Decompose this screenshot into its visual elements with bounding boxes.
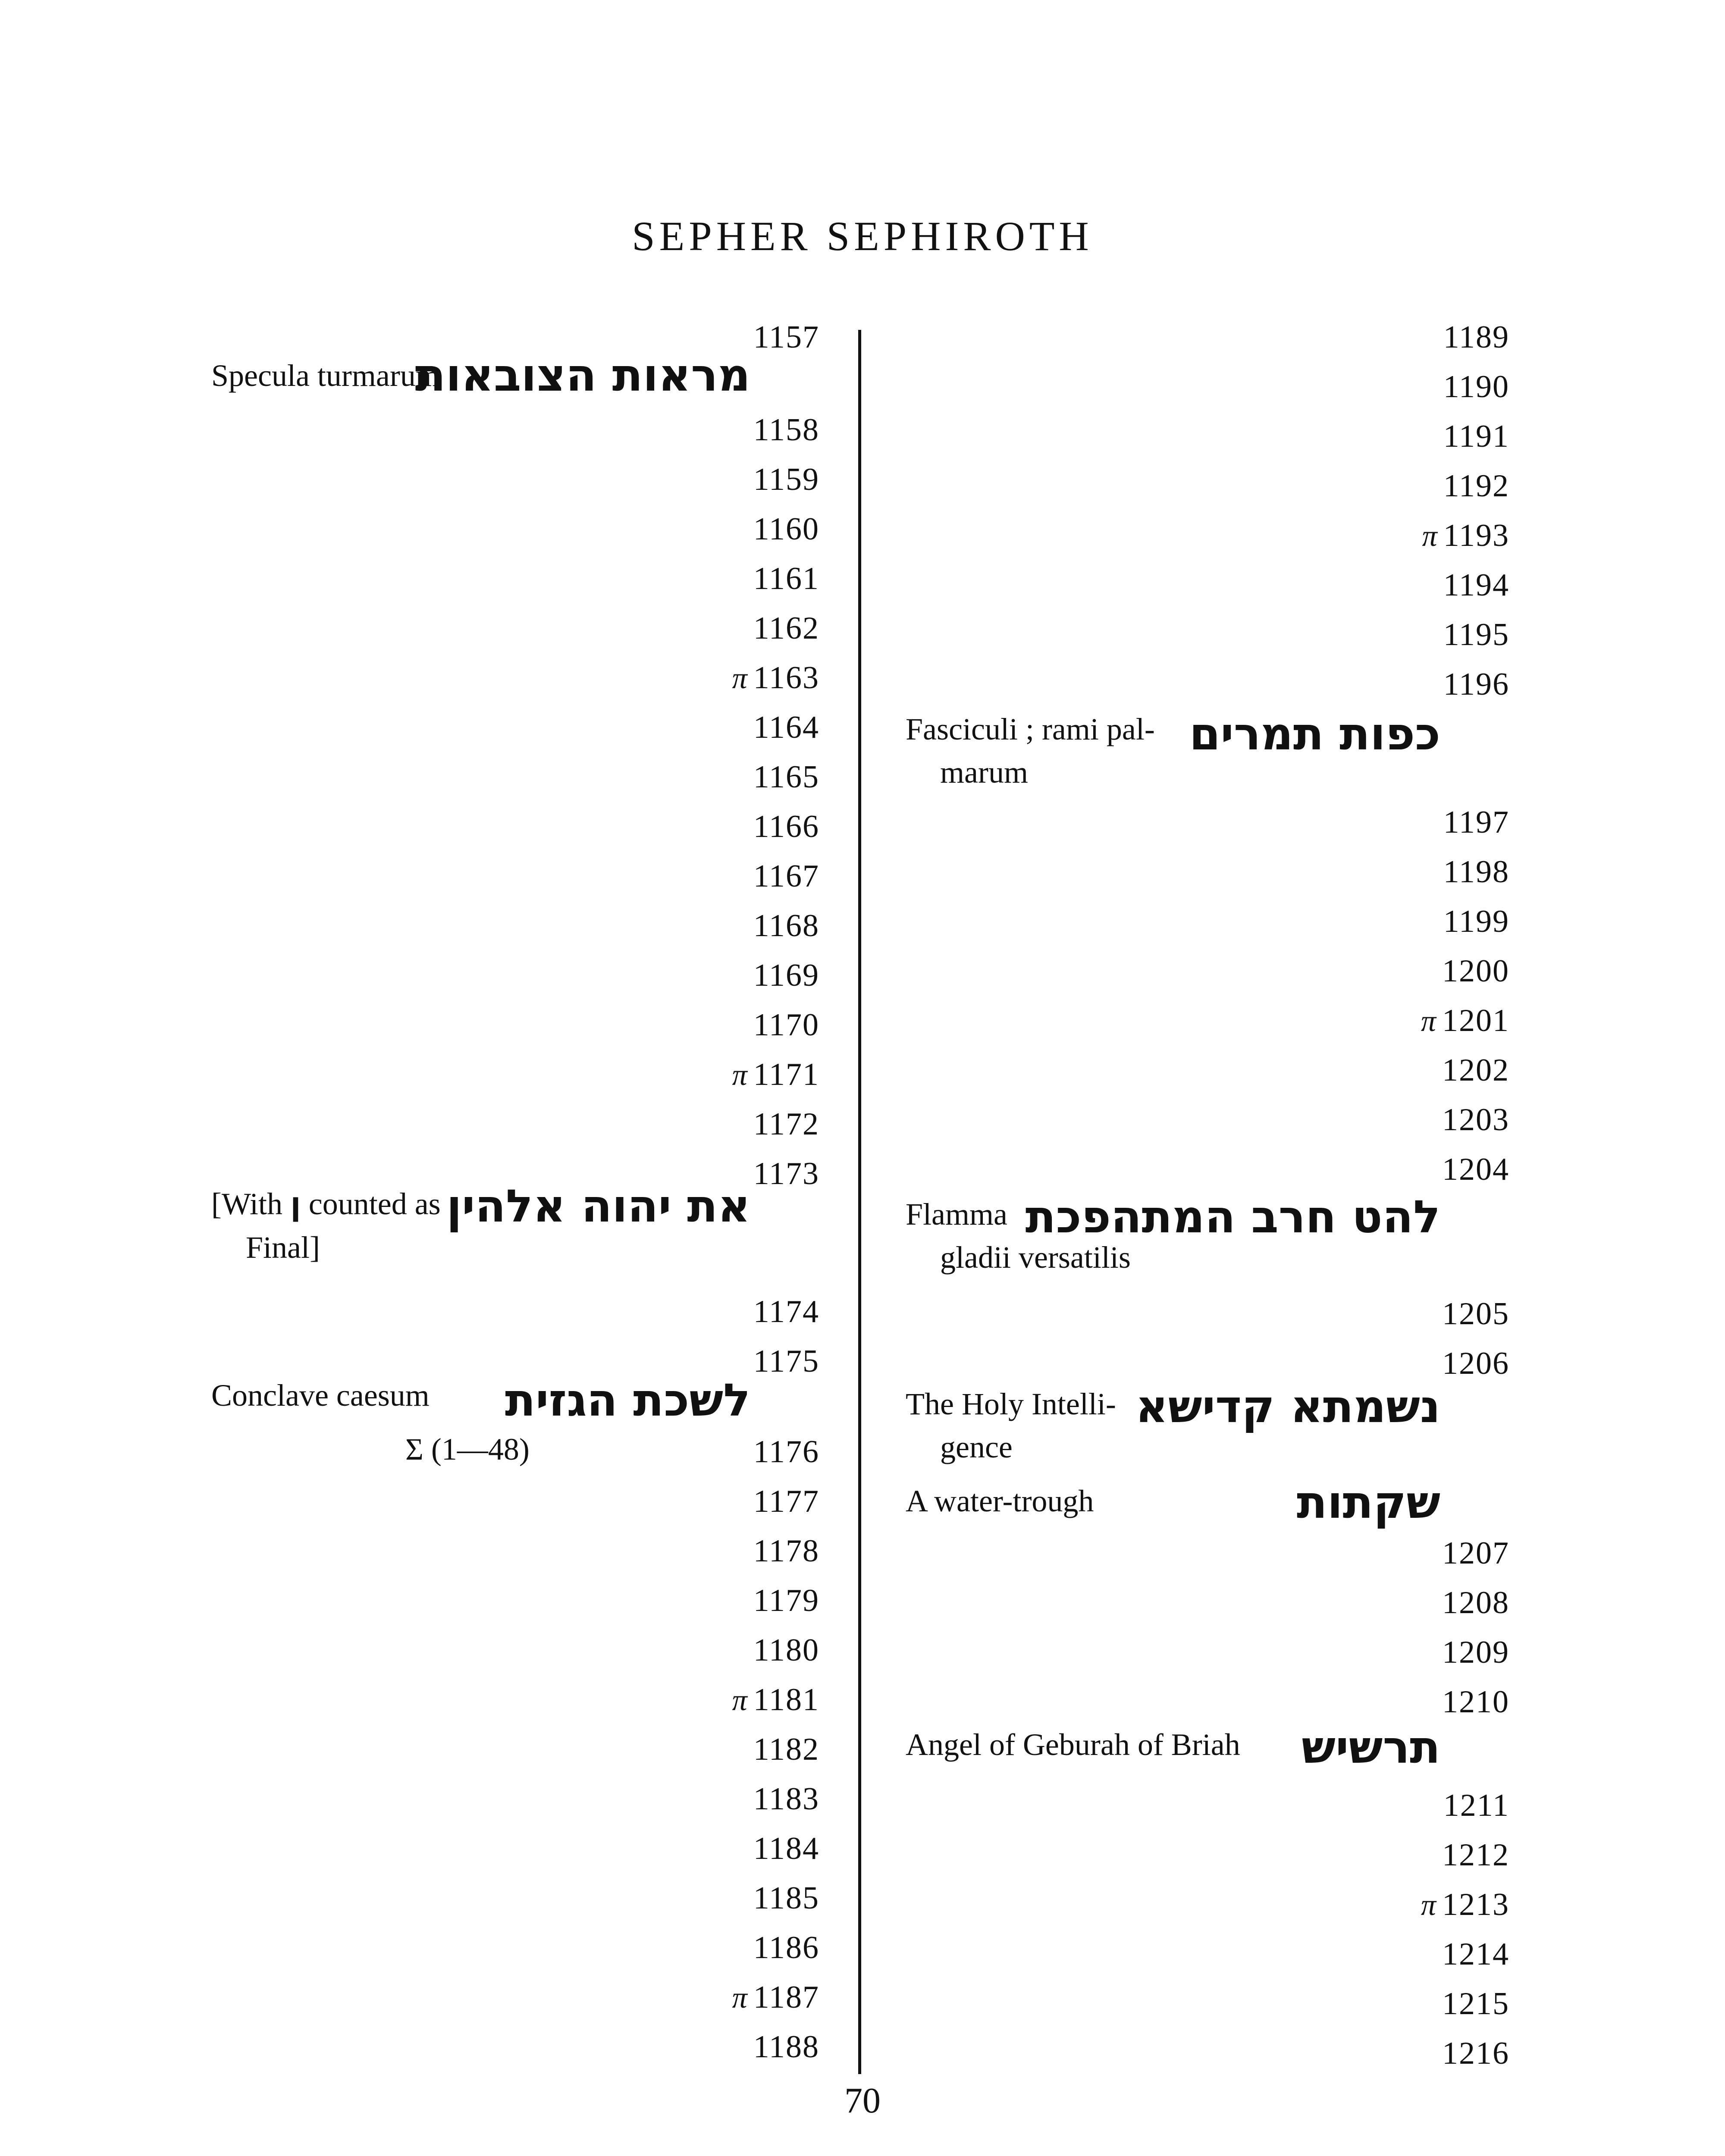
entry-number: 1161 [753, 561, 819, 596]
entry-number: 1177 [753, 1484, 819, 1519]
entry-number: 1168 [753, 908, 819, 943]
entry-translation: Fasciculi ; rami pal- [906, 712, 1155, 746]
entry-number: 1215 [1442, 1986, 1509, 2021]
entry-translation: [With ן counted as [211, 1185, 441, 1222]
entry-number: 1164 [753, 710, 819, 745]
entry-number: 1194 [1443, 567, 1509, 603]
entry-number: 1207 [1442, 1536, 1509, 1571]
page-number: 70 [844, 2081, 881, 2121]
entry-number: 1178 [753, 1533, 819, 1569]
entry-translation: gladii versatilis [940, 1240, 1131, 1275]
pi-marker: π [1421, 1005, 1437, 1038]
entry-number: 1162 [753, 611, 819, 646]
entry-number: 1205 [1442, 1296, 1509, 1332]
entry-number: π 1201 [1421, 1003, 1509, 1038]
column-divider [858, 330, 861, 2074]
entry-number: 1185 [753, 1880, 819, 1916]
entry-number: 1188 [753, 2029, 819, 2065]
entry-number: 1196 [1443, 667, 1509, 702]
entry-number: 1169 [753, 958, 819, 993]
entry-number: 1157 [753, 320, 819, 355]
entry-number: 1184 [753, 1831, 819, 1866]
page-title: SEPHER SEPHIROTH [632, 213, 1093, 259]
entry-translation: Specula turmarum [211, 358, 440, 393]
sum-formula: Σ (1—48) [405, 1432, 530, 1467]
entry-number: 1175 [753, 1344, 819, 1379]
entry-number: 1191 [1443, 419, 1509, 454]
pi-marker: π [732, 662, 748, 695]
entry-number: 1206 [1442, 1346, 1509, 1381]
entry-number: 1172 [753, 1106, 819, 1142]
entry-translation: The Holy Intelli- [906, 1387, 1116, 1421]
entry-number: 1204 [1442, 1152, 1509, 1187]
entry-number: 1165 [753, 759, 819, 795]
entry-number: 1176 [753, 1434, 819, 1470]
entry-hebrew: לשכת הגזית [505, 1374, 750, 1426]
entry-number: 1199 [1443, 904, 1509, 939]
pi-marker: π [732, 1981, 748, 2015]
pi-marker: π [732, 1684, 748, 1717]
entry-number: 1195 [1443, 617, 1509, 652]
entry-translation: marum [940, 755, 1028, 790]
entry-number: 1216 [1442, 2036, 1509, 2071]
entry-number: 1166 [753, 809, 819, 844]
entry-number: 1197 [1443, 805, 1509, 840]
entry-number: 1192 [1443, 468, 1509, 504]
entry-number: 1200 [1442, 953, 1509, 989]
entry-number: 1179 [753, 1583, 819, 1618]
entry-number: 1208 [1442, 1585, 1509, 1620]
entry-translation: Angel of Geburah of Briah [906, 1727, 1240, 1762]
entry-number: π 1181 [732, 1682, 819, 1717]
entry-number: 1167 [753, 859, 819, 894]
entry-translation: Flamma [906, 1197, 1007, 1232]
entry-translation: Conclave caesum [211, 1378, 430, 1413]
entry-number: 1214 [1442, 1937, 1509, 1972]
entry-number: 1186 [753, 1930, 819, 1965]
entry-number: π 1171 [732, 1057, 819, 1092]
entry-number: 1182 [753, 1732, 819, 1767]
entry-hebrew: להט חרב המתהפכת [1025, 1191, 1440, 1243]
entry-number: 1170 [753, 1007, 819, 1043]
entry-number: 1209 [1442, 1635, 1509, 1670]
entry-number: 1158 [753, 412, 819, 448]
entry-number: π 1193 [1422, 518, 1509, 553]
entry-number: 1202 [1442, 1053, 1509, 1088]
pi-marker: π [1422, 520, 1438, 553]
entry-number: 1210 [1442, 1684, 1509, 1720]
pi-marker: π [732, 1059, 748, 1092]
entry-number: 1183 [753, 1781, 819, 1817]
entry-translation: Final] [246, 1230, 320, 1265]
entry-number: 1159 [753, 462, 819, 497]
entry-number: 1203 [1442, 1102, 1509, 1138]
entry-number: 1173 [753, 1156, 819, 1191]
entry-hebrew: מראות הצובאות [415, 349, 750, 401]
entry-number: π 1187 [732, 1980, 819, 2015]
entry-number: 1212 [1442, 1837, 1509, 1873]
entry-number: 1211 [1443, 1788, 1509, 1823]
entry-translation: gence [940, 1430, 1013, 1464]
entry-hebrew: כפות תמרים [1189, 708, 1440, 760]
entry-number: 1189 [1443, 320, 1509, 355]
entry-number: π 1213 [1421, 1887, 1509, 1922]
entry-hebrew: נשמתא קדישא [1135, 1380, 1440, 1433]
entry-number: 1198 [1443, 854, 1509, 890]
pi-marker: π [1421, 1889, 1437, 1922]
entry-hebrew: שקתות [1296, 1476, 1440, 1529]
entry-number: 1160 [753, 511, 819, 547]
entry-number: 1190 [1443, 369, 1509, 404]
entry-hebrew: את יהוה אלהין [446, 1180, 750, 1232]
entry-number: 1180 [753, 1633, 819, 1668]
entry-number: π 1163 [732, 660, 819, 696]
entry-translation: A water-trough [906, 1484, 1094, 1518]
entry-number: 1174 [753, 1294, 819, 1329]
entry-hebrew: תרשיש [1301, 1721, 1440, 1774]
